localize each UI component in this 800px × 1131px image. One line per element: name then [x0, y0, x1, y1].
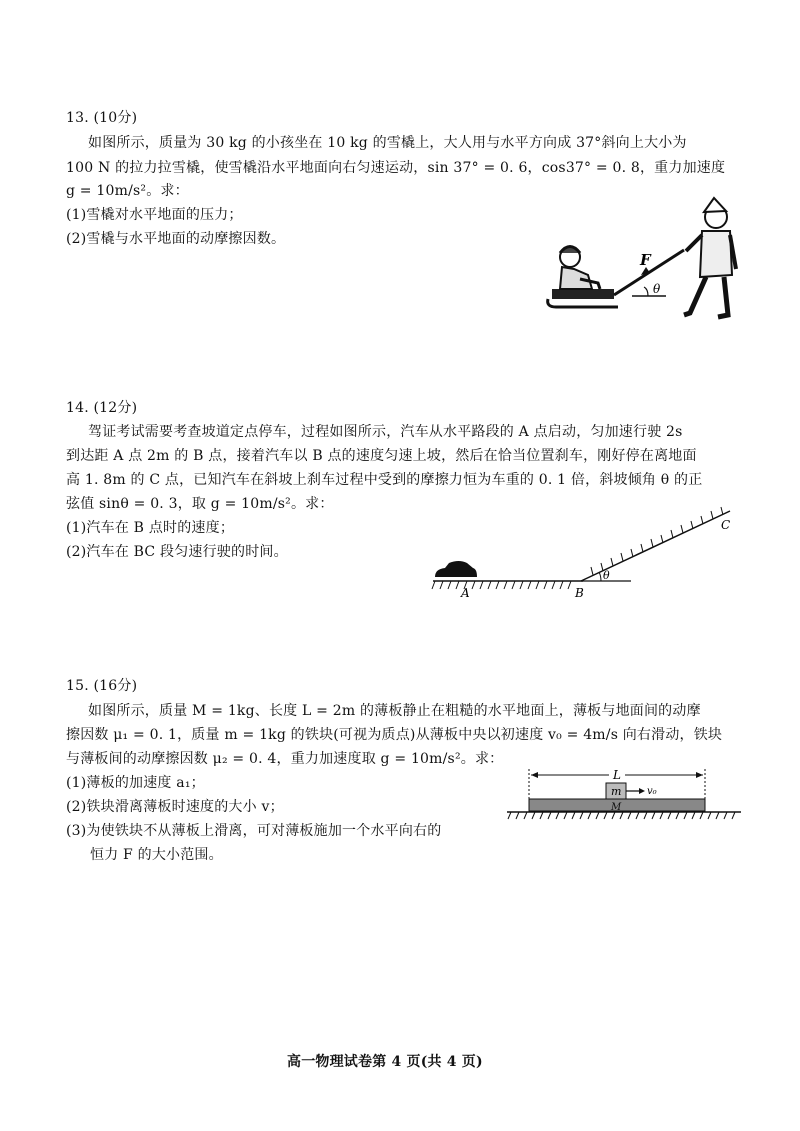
- q13-line3: g = 10m/s²。求：: [66, 183, 189, 199]
- q14-number: 14. (12分): [66, 400, 138, 416]
- board-figure: [505, 765, 745, 825]
- q15-sub1: (1)薄板的加速度 a₁；: [66, 775, 205, 791]
- child-figure: [560, 247, 600, 290]
- q14-sub2: (2)汽车在 BC 段匀速行驶的时间。: [66, 544, 288, 560]
- slope-angle-label: θ: [603, 569, 610, 582]
- point-b-label: B: [575, 586, 584, 600]
- page-footer: 高一物理试卷第 4 页(共 4 页): [287, 1054, 483, 1070]
- q15-sub2: (2)铁块滑离薄板时速度的大小 v；: [66, 799, 284, 815]
- q13-sub1: (1)雪橇对水平地面的压力；: [66, 207, 243, 223]
- q15-line2: 擦因数 μ₁ = 0. 1，质量 m = 1kg 的铁块(可视为质点)从薄板中央以初速度 v₀ = 4m/s 向右滑动，铁块: [66, 727, 723, 743]
- q14-line2: 到达距 A 点 2m 的 B 点，接着汽车以 B 点的速度匀速上坡，然后在恰当位置刹车，刚好停在离地面: [66, 448, 697, 464]
- velocity-label: v₀: [647, 786, 657, 797]
- q14-line1: 驾证考试需要考查坡道定点停车，过程如图所示，汽车从水平路段的 A 点启动，匀加速行驶 2s: [88, 424, 683, 440]
- q15-sub3-continued: 恒力 F 的大小范围。: [90, 847, 223, 863]
- block-label: m: [611, 785, 622, 798]
- q14-line3: 高 1. 8m 的 C 点，已知汽车在斜坡上刹车过程中受到的摩擦力恒为车重的 0. 1 倍，斜坡倾角 θ 的正: [66, 472, 703, 488]
- q13-number: 13. (10分): [66, 110, 138, 126]
- sled-figure: [540, 195, 740, 325]
- q15-sub3: (3)为使铁块不从薄板上滑离，可对薄板施加一个水平向右的: [66, 823, 442, 839]
- point-c-label: C: [721, 518, 731, 532]
- q15-line3: 与薄板间的动摩擦因数 μ₂ = 0. 4，重力加速度取 g = 10m/s²。求：: [66, 751, 504, 767]
- q15-number: 15. (16分): [66, 678, 138, 694]
- board-label: M: [611, 802, 622, 813]
- q14-line4: 弦值 sinθ = 0. 3，取 g = 10m/s²。求：: [66, 496, 334, 512]
- q13-line2: 100 N 的拉力拉雪橇，使雪橇沿水平地面向右匀速运动，sin 37° = 0. 6，cos37° = 0. 8，重力加速度: [66, 160, 726, 176]
- car-icon: [435, 561, 477, 577]
- force-label: F: [640, 251, 651, 269]
- q14-sub1: (1)汽车在 B 点时的速度；: [66, 520, 235, 536]
- q15-line1: 如图所示，质量 M = 1kg、长度 L = 2m 的薄板静止在粗糙的水平地面上，薄板与地面间的动摩: [88, 703, 701, 719]
- adult-figure: [684, 198, 736, 317]
- angle-label: θ: [653, 282, 661, 296]
- sled-icon: [552, 289, 614, 299]
- q13-line1: 如图所示，质量为 30 kg 的小孩坐在 10 kg 的雪橇上，大人用与水平方向成 37°斜向上大小为: [88, 135, 687, 151]
- point-a-label: A: [461, 586, 470, 600]
- length-label: L: [613, 768, 621, 782]
- slope-figure: [425, 505, 745, 605]
- q13-sub2: (2)雪橇与水平地面的动摩擦因数。: [66, 231, 286, 247]
